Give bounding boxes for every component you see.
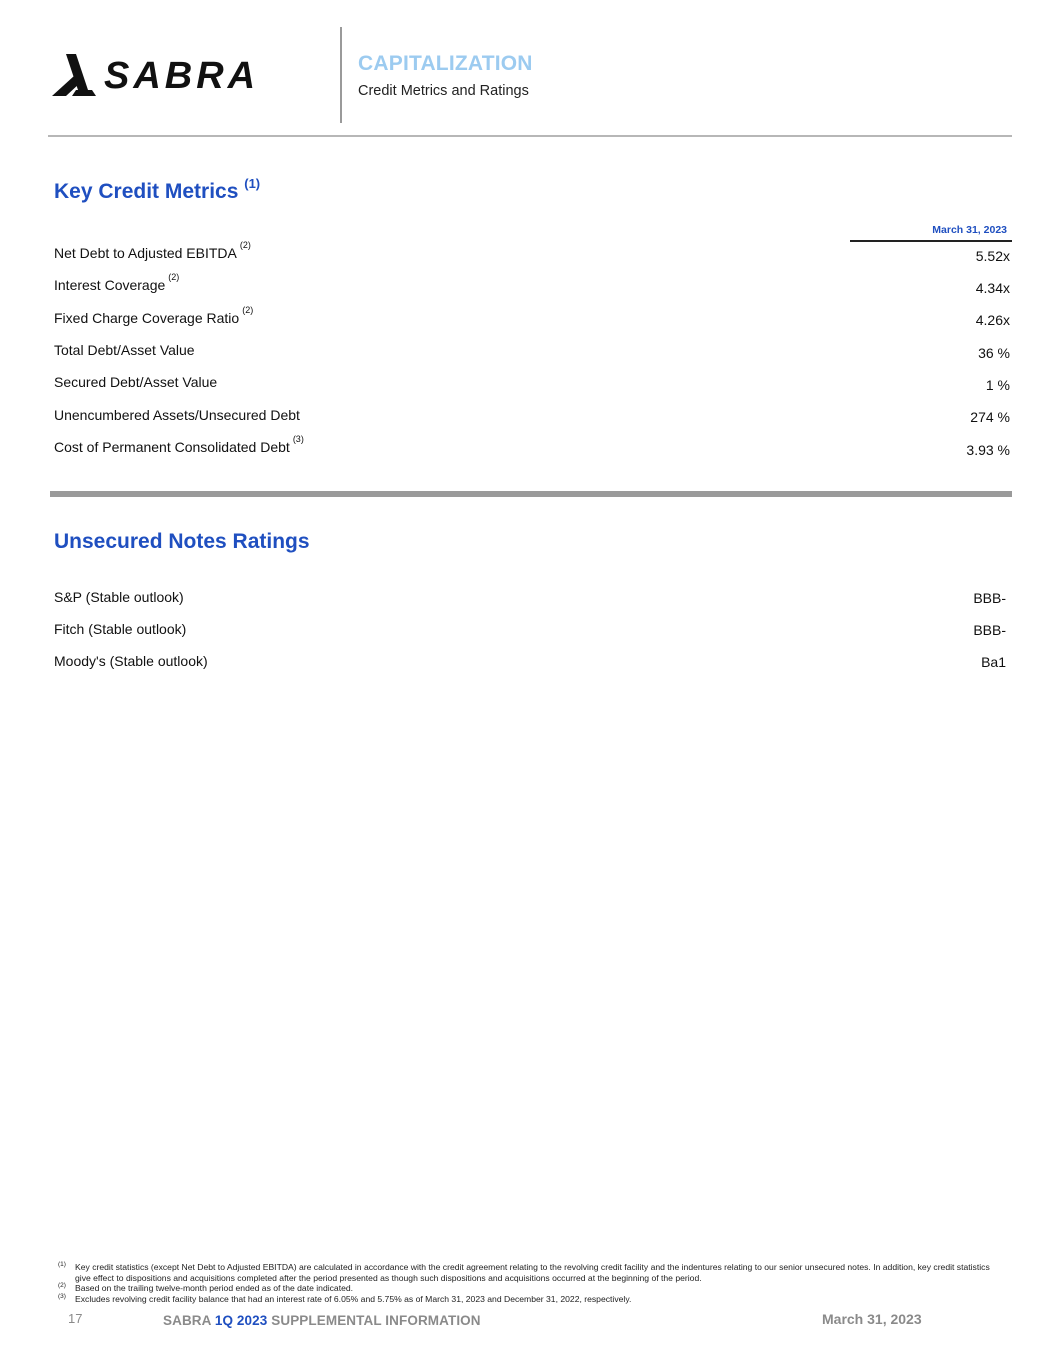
footnote-text: Based on the trailing twelve-month period ended as of the date indicated. xyxy=(75,1283,354,1293)
metric-value: 1 % xyxy=(985,377,1010,393)
metric-label: Interest Coverage $^{(2)}$ xyxy=(54,272,180,293)
footnote-text: Excludes revolving credit facility balance that had an interest rate of 6.05% and 5.75% as of March 31, 2023 and December 31, 2022, respectively. xyxy=(75,1293,632,1304)
footnote xyxy=(58,1262,998,1283)
metric-label: Net Debt to Adjusted EBITDA $^{(2)}$ xyxy=(54,240,251,261)
footnote xyxy=(58,1294,998,1305)
metric-label: Unencumbered Assets/Unsecured Debt xyxy=(54,407,300,423)
sabra-logo xyxy=(52,50,297,100)
metric-value: 5.52x xyxy=(975,248,1010,264)
ratings-title: Unsecured Notes Ratings xyxy=(54,530,310,553)
page-header xyxy=(0,0,1055,140)
metric-value: 4.26x xyxy=(975,312,1010,328)
footnote xyxy=(58,1283,998,1294)
column-header-date: March 31, 2023 xyxy=(932,224,1007,236)
metric-value: 4.34x xyxy=(975,280,1010,296)
footer-date: March 31, 2023 xyxy=(822,1311,922,1327)
footnote-marker: (2) xyxy=(58,1282,66,1289)
footnote-ref: (1) xyxy=(244,176,261,191)
rating-value: Ba1 xyxy=(981,654,1006,670)
metric-label: Secured Debt/Asset Value xyxy=(54,374,218,390)
page-number: 17 xyxy=(68,1311,83,1326)
rating-value: BBB- xyxy=(973,622,1006,638)
metric-value: 274 % xyxy=(970,409,1010,425)
header-rule xyxy=(48,135,1012,137)
footnote-marker: (3) xyxy=(58,1292,66,1300)
rating-value: BBB- xyxy=(973,590,1006,606)
metric-label: Fixed Charge Coverage Ratio $^{(2)}$ xyxy=(54,305,254,326)
page-subtitle: Credit Metrics and Ratings xyxy=(358,83,529,99)
footnotes xyxy=(58,1262,998,1304)
metric-value: 36 % xyxy=(978,345,1010,361)
rating-agency: Moody's (Stable outlook) xyxy=(54,653,208,669)
svg-text:SABRA: SABRA xyxy=(104,55,260,97)
credit-metrics-title: Key Credit Metrics $^{(1)}$ xyxy=(54,176,261,203)
section-divider xyxy=(50,491,1012,497)
column-header-rule xyxy=(850,240,1012,242)
metric-label: Cost of Permanent Consolidated Debt $^{(3)}$ xyxy=(54,434,304,455)
header-divider xyxy=(340,27,342,123)
metric-value: 3.93 % xyxy=(966,442,1010,458)
section-label: CAPITALIZATION xyxy=(358,52,533,75)
footnote-text: Key credit statistics (except Net Debt to Adjusted EBITDA) are calculated in accordance with the credit agreement relating to the revolving credit facility and the indentures relating to our senior unsecured notes. In addition, key credit statistics give effect to dispositions and acquisitions completed after the period presented as though such dispositions and acquisitions occurred at the beginning of the period. xyxy=(75,1262,990,1283)
rating-agency: S&P (Stable outlook) xyxy=(54,589,184,605)
footer-title: SABRA 1Q 2023 SUPPLEMENTAL INFORMATION xyxy=(163,1313,481,1328)
footnote-marker: (1) xyxy=(58,1261,66,1268)
metric-label: Total Debt/Asset Value xyxy=(54,342,195,358)
rating-agency: Fitch (Stable outlook) xyxy=(54,621,187,637)
